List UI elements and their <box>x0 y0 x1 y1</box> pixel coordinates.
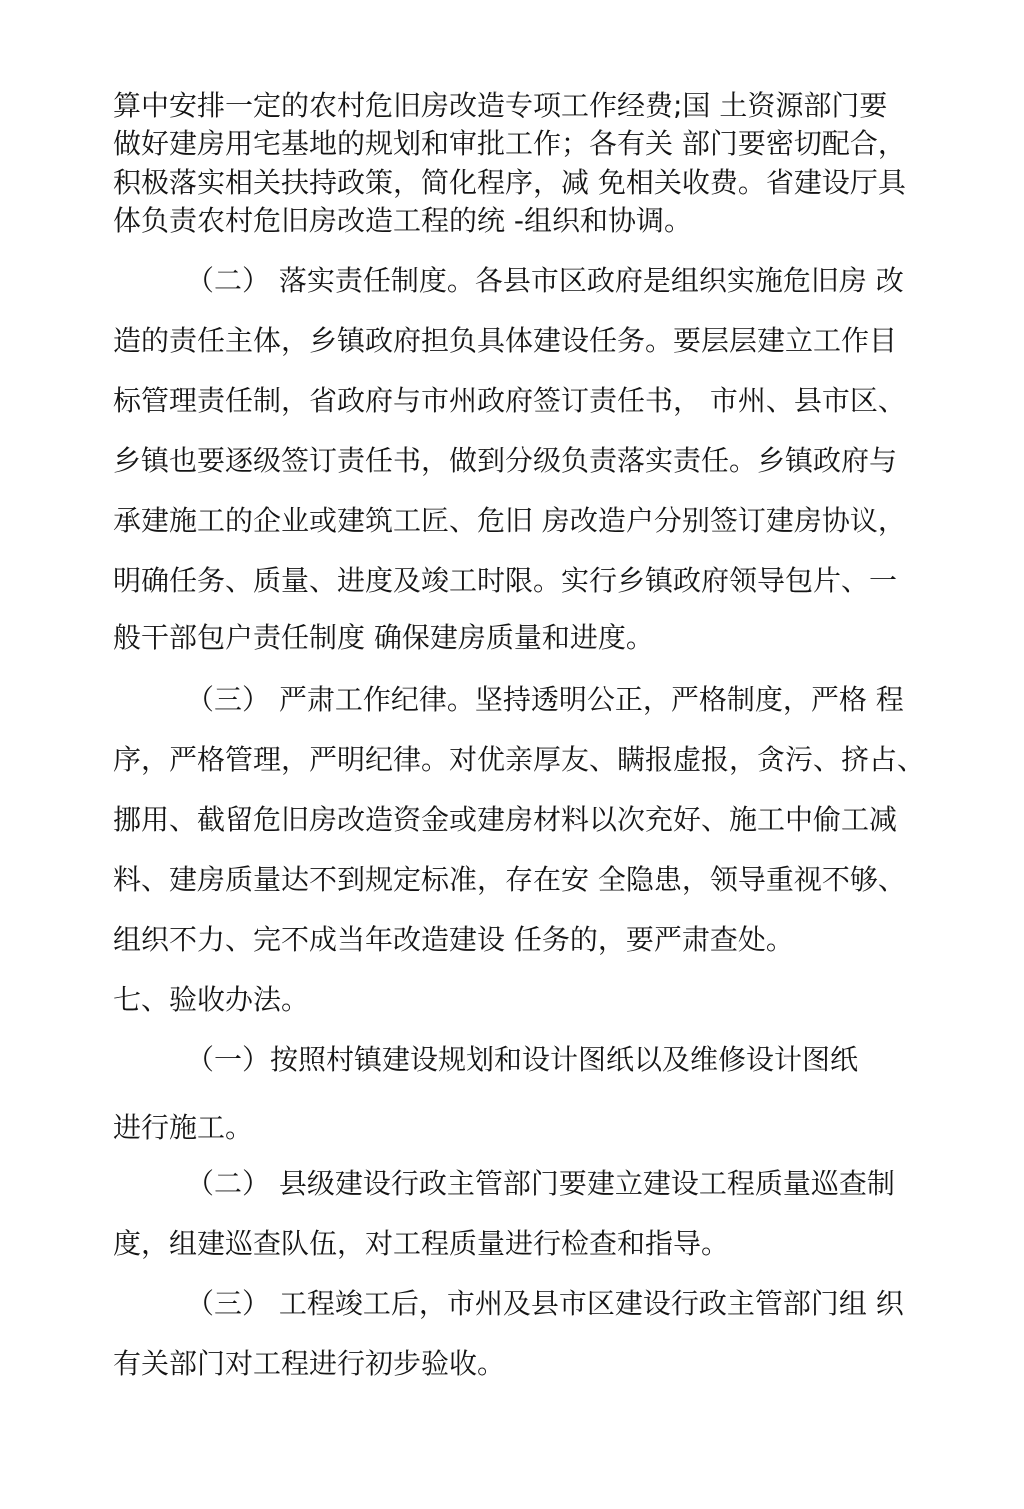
body-text-line: 组织不力、完不成当年改造建设 任务的，要严肃查处。 <box>113 923 794 956</box>
body-text-line: 有关部门对工程进行初步验收。 <box>113 1347 506 1380</box>
section-heading-line: （一）按照村镇建设规划和设计图纸以及维修设计图纸 <box>186 1043 859 1076</box>
section-heading-line: （二） 县级建设行政主管部门要建立建设工程质量巡查制 <box>186 1167 895 1200</box>
section-heading-line: （二） 落实责任制度。各县市区政府是组织实施危旧房 改 <box>186 264 904 297</box>
section-heading-line: （三） 严肃工作纪律。坚持透明公正，严格制度，严格 程 <box>186 683 904 716</box>
section-heading-line: （三） 工程竣工后，市州及县市区建设行政主管部门组 织 <box>186 1287 904 1320</box>
body-text-line: 标管理责任制，省政府与市州政府签订责任书， 市州、县市区、 <box>113 384 906 417</box>
body-text-line: 积极落实相关扶持政策，简化程序，减 免相关收费。省建设厅具 <box>113 166 906 199</box>
body-text-line: 明确任务、质量、进度及竣工时限。实行乡镇政府领导包片、一 <box>113 564 898 597</box>
body-text-line: 承建施工的企业或建筑工匠、危旧 房改造户分别签订建房协议， <box>113 504 906 537</box>
body-text-line: 序，严格管理，严明纪律。对优亲厚友、瞒报虚报，贪污、挤占、 <box>113 743 926 776</box>
body-text-line: 进行施工。 <box>113 1111 254 1144</box>
body-text-line: 造的责任主体，乡镇政府担负具体建设任务。要层层建立工作目 <box>113 324 898 357</box>
body-text-line: 算中安排一定的农村危旧房改造专项工作经费;国 土资源部门要 <box>113 89 888 122</box>
body-text-line: 料、建房质量达不到规定标准，存在安 全隐患，领导重视不够、 <box>113 863 906 896</box>
body-text-line: 体负责农村危旧房改造工程的统 -组织和协调。 <box>113 204 693 237</box>
body-text-line: 乡镇也要逐级签订责任书，做到分级负责落实责任。乡镇政府与 <box>113 444 898 477</box>
body-text-line: 挪用、截留危旧房改造资金或建房材料以次充好、施工中偷工减 <box>113 803 898 836</box>
body-text-line: 度，组建巡查队伍，对工程质量进行检查和指导。 <box>113 1227 730 1260</box>
chapter-heading-line: 七、验收办法。 <box>113 983 310 1016</box>
body-text-line: 般干部包户责任制度 确保建房质量和进度。 <box>113 621 654 654</box>
body-text-line: 做好建房用宅基地的规划和审批工作；各有关 部门要密切配合， <box>113 127 906 160</box>
